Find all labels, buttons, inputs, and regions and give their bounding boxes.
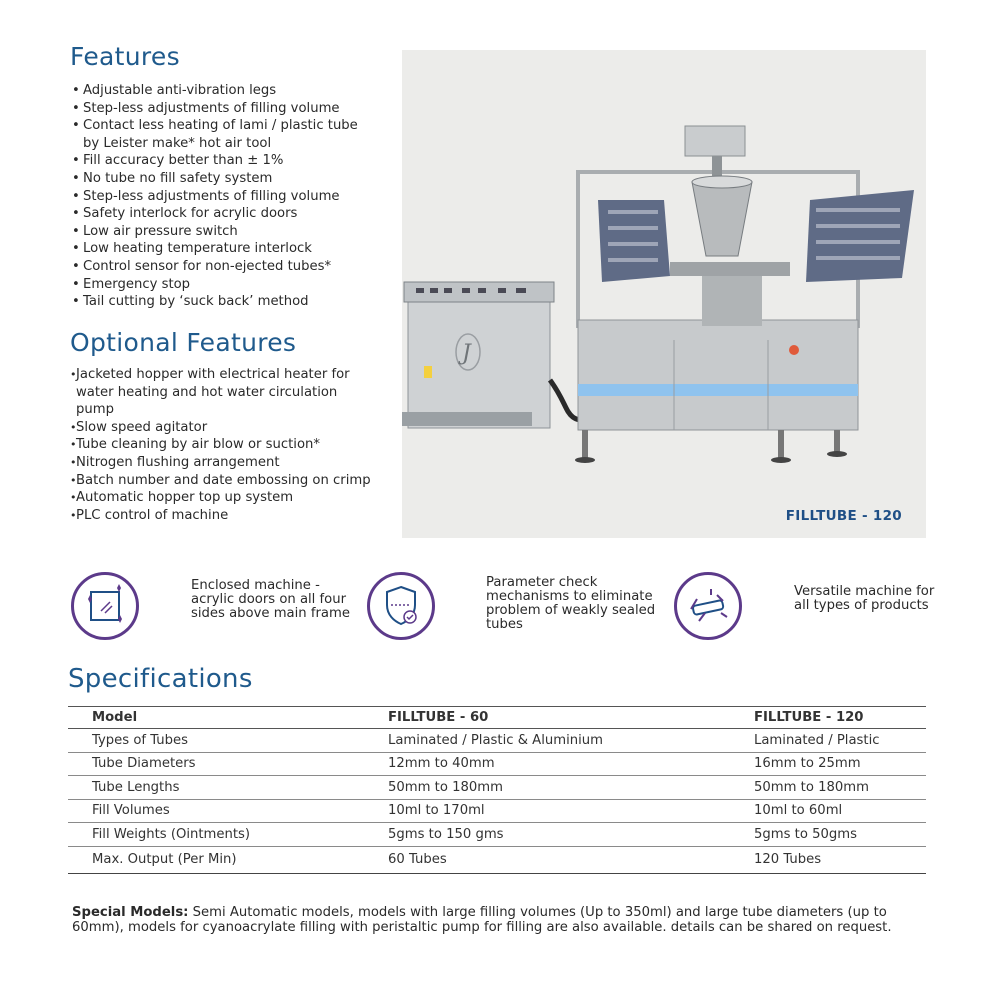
table-cell: Laminated / Plastic — [754, 732, 880, 748]
optional-feature-item: • Automatic hopper top up system — [72, 489, 402, 507]
table-cell: 5gms to 50gms — [754, 826, 857, 842]
column-header: Model — [92, 710, 138, 725]
table-cell: 60 Tubes — [388, 852, 447, 867]
acrylic-door-icon — [74, 575, 136, 637]
special-models-label: Special Models: — [72, 905, 189, 920]
table-cell: Fill Weights (Ointments) — [92, 826, 251, 842]
feature-item: • Step-less adjustments of filling volume — [72, 188, 402, 206]
optional-feature-item: • Slow speed agitator — [72, 419, 402, 437]
machine-logo-letter: J — [462, 341, 471, 366]
optional-feature-item: • PLC control of machine — [72, 507, 402, 525]
feature-item: • Emergency stop — [72, 276, 402, 294]
features-list — [72, 82, 402, 311]
column-header: FILLTUBE - 120 — [754, 710, 864, 725]
optional-features-list — [72, 366, 402, 524]
table-cell: Laminated / Plastic & Aluminium — [388, 732, 603, 748]
specifications-heading: Specifications — [68, 664, 253, 694]
highlight-text-enclosed: Enclosed machine - acrylic doors on all four sides above main frame — [191, 578, 350, 621]
feature-item: • No tube no fill safety system — [72, 170, 402, 188]
table-cell: 50mm to 180mm — [388, 779, 503, 795]
column-header: FILLTUBE - 60 — [388, 710, 489, 725]
product-label: FILLTUBE - 120 — [785, 508, 902, 524]
multi-tool-icon — [677, 575, 739, 637]
tube-filling-machine-illustration — [402, 50, 926, 538]
table-row — [68, 752, 926, 776]
feature-item: • Fill accuracy better than ± 1% — [72, 152, 402, 170]
table-cell: 16mm to 25mm — [754, 756, 861, 772]
table-row — [68, 799, 926, 823]
shield-check-icon-circle — [367, 572, 435, 640]
product-image-panel — [402, 50, 926, 538]
table-cell: Types of Tubes — [92, 732, 189, 748]
table-header-row — [68, 707, 926, 729]
optional-feature-item: • Nitrogen flushing arrangement — [72, 454, 402, 472]
table-cell: Tube Diameters — [92, 756, 196, 772]
special-models-note — [72, 905, 902, 936]
feature-item: • Tail cutting by ‘suck back’ method — [72, 293, 402, 311]
table-cell: 10ml to 170ml — [388, 803, 485, 819]
table-cell: Tube Lengths — [92, 779, 180, 795]
table-cell: 10ml to 60ml — [754, 803, 843, 819]
optional-features-heading: Optional Features — [70, 328, 297, 357]
multi-tool-icon-circle — [674, 572, 742, 640]
acrylic-door-icon-circle — [71, 572, 139, 640]
feature-item: • Safety interlock for acrylic doors — [72, 205, 402, 223]
optional-feature-item: • Tube cleaning by air blow or suction* — [72, 436, 402, 454]
feature-item: • Control sensor for non-ejected tubes* — [72, 258, 402, 276]
table-row — [68, 776, 926, 800]
optional-feature-item: • Batch number and date embossing on crimp — [72, 472, 372, 490]
features-heading: Features — [70, 42, 180, 71]
highlight-text-versatile: Versatile machine for all types of products — [794, 584, 935, 613]
table-cell: Max. Output (Per Min) — [92, 852, 237, 867]
feature-item: • Adjustable anti-vibration legs — [72, 82, 402, 100]
shield-check-icon — [370, 575, 432, 637]
feature-item: • Step-less adjustments of filling volume — [72, 100, 402, 118]
highlight-text-parameter: Parameter check mechanisms to eliminate problem of weakly sealed tubes — [486, 575, 656, 632]
feature-item: • Low heating temperature interlock — [72, 240, 402, 258]
specifications-table — [68, 706, 926, 874]
table-row — [68, 823, 926, 847]
special-models-text: Semi Automatic models, models with large filling volumes (Up to 350ml) and large tube diameters (up to 60mm), models for cyanoacrylate filling with peristaltic pump for filling are also available. details can be shared on request. — [72, 905, 892, 936]
optional-feature-item: • Jacketed hopper with electrical heater for water heating and hot water circulation pump — [72, 366, 372, 419]
feature-item: • Low air pressure switch — [72, 223, 402, 241]
table-cell: 12mm to 40mm — [388, 756, 495, 772]
table-row — [68, 729, 926, 753]
table-cell: 120 Tubes — [754, 852, 822, 867]
table-cell: Fill Volumes — [92, 803, 170, 819]
table-cell: 50mm to 180mm — [754, 779, 869, 795]
table-cell: 5gms to 150 gms — [388, 826, 504, 842]
feature-item: • Contact less heating of lami / plastic tube by Leister make* hot air tool — [72, 117, 372, 152]
table-row — [68, 846, 926, 873]
